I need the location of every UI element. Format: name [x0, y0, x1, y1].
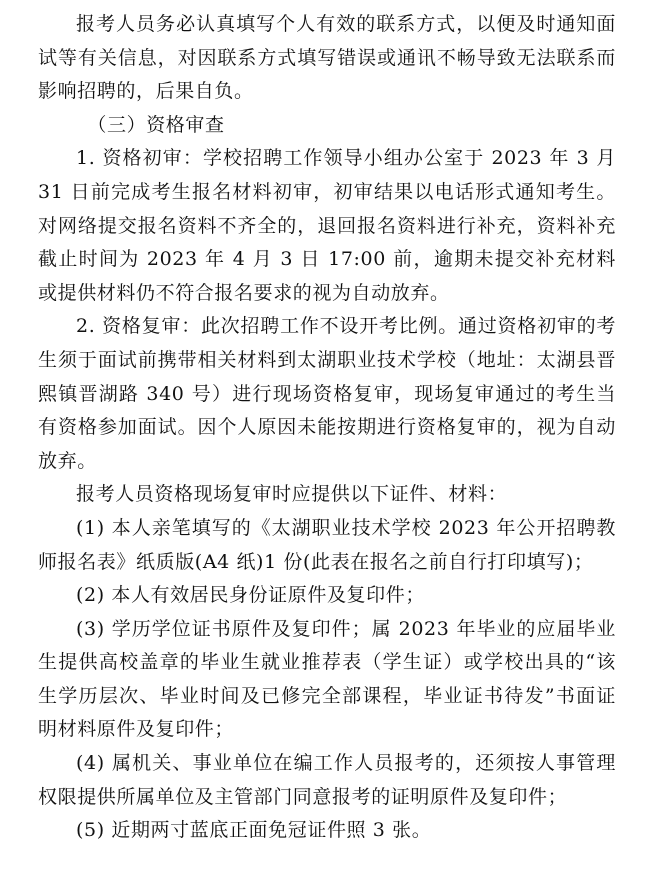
list-item-photo: (5) 近期两寸蓝底正面免冠证件照 3 张。 [76, 819, 432, 842]
paragraph-initial-review: 1. 资格初审：学校招聘工作领导小组办公室于 2023 年 3 月 31 日前完成考生报名材料初审，初审结果以电话形式通知考生。对网络提交报名资料不齐全的，退回报名资料进行补充，资料补充截止时间为 2023 年 4 月 3 日 17:00 前，逾期未提交补充材料或提供材料仍不符合报名要求的视为自动放弃。 [38, 147, 616, 304]
document-page [38, 8, 616, 848]
list-item-id-card: (2) 本人有效居民身份证原件及复印件； [76, 584, 425, 607]
paragraph-materials-intro: 报考人员资格现场复审时应提供以下证件、材料： [76, 483, 508, 506]
paragraph-contact-notice: 报考人员务必认真填写个人有效的联系方式，以便及时通知面试等有关信息，对因联系方式填写错误或通讯不畅导致无法联系而影响招聘的，后果自负。 [38, 13, 616, 103]
paragraph-re-review: 2. 资格复审：此次招聘工作不设开考比例。通过资格初审的考生须于面试前携带相关材料到太湖职业技术学校（地址：太湖县晋熙镇晋湖路 340 号）进行现场资格复审，现场复审通过的考生当有资格参加面试。因个人原因未能按期进行资格复审的，视为自动放弃。 [38, 315, 616, 472]
list-item-degree-certificate: (3) 学历学位证书原件及复印件；属 2023 年毕业的应届毕业生提供高校盖章的毕业生就业推荐表（学生证）或学校出具的“该生学历层次、毕业时间及已修完全部课程，毕业证书待发”书面证明材料原件及复印件； [38, 617, 616, 741]
list-item-employer-consent: (4) 属机关、事业单位在编工作人员报考的，还须按人事管理权限提供所属单位及主管部门同意报考的证明原件及复印件； [38, 752, 616, 808]
list-item-registration-form: (1) 本人亲笔填写的《太湖职业技术学校 2023 年公开招聘教师报名表》纸质版(A4 纸)1 份(此表在报名之前自行打印填写)； [38, 516, 616, 573]
section-heading-qualification-review: （三）资格审查 [87, 113, 225, 136]
